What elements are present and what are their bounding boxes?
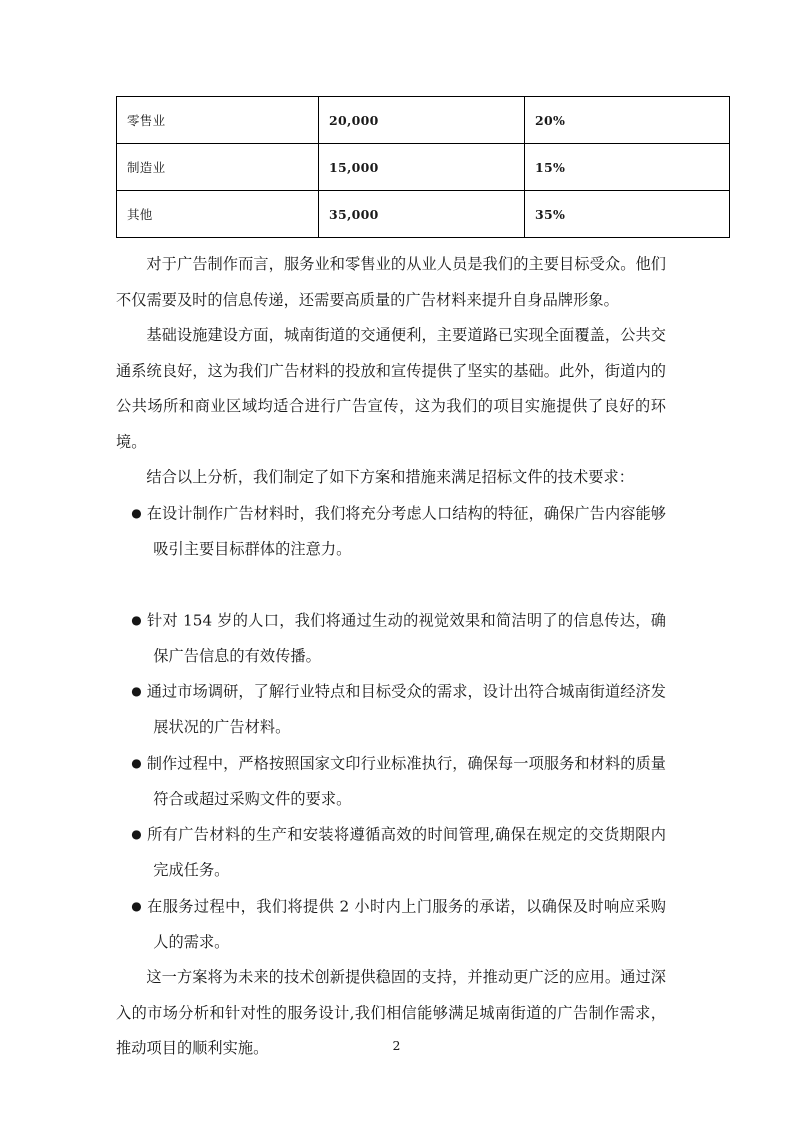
bullet-item-design xyxy=(116,496,666,568)
page-number: 2 xyxy=(392,1038,401,1053)
bullet-item-production-standards xyxy=(116,746,666,818)
table-row xyxy=(117,97,730,144)
table-cell-industry: 制造业 xyxy=(117,144,319,191)
bullet-text: 制作过程中，严格按照国家文印行业标准执行，确保每一项服务和材料的质量符合或超过采购文件的要求。 xyxy=(146,754,666,808)
bullet-item-service-response xyxy=(116,889,666,961)
page-content xyxy=(116,96,666,1067)
table-cell-industry: 其他 xyxy=(117,191,319,238)
table-cell-count: 20,000 xyxy=(319,97,525,144)
paragraph-conclusion: 这一方案将为未来的技术创新提供稳固的支持，并推动更广泛的应用。通过深入的市场分析和针对性的服务设计,我们相信能够满足城南街道的广告制作需求，推动项目的顺利实施。 xyxy=(116,968,666,1057)
paragraph-plan-intro: 结合以上分析，我们制定了如下方案和措施来满足招标文件的技术要求： xyxy=(146,468,634,486)
bullet-dot-icon: ● xyxy=(131,827,143,841)
table-cell-percent: 15% xyxy=(525,144,730,191)
bullet-dot-icon: ● xyxy=(131,898,143,913)
table-cell-percent: 35% xyxy=(525,191,730,238)
table-body xyxy=(117,97,730,238)
bullet-dot-icon: ● xyxy=(131,684,142,698)
bullet-text: 在服务过程中，我们将提供 2 小时内上门服务的承诺，以确保及时响应采购人的需求。 xyxy=(147,897,666,951)
blank-line xyxy=(116,567,666,603)
bullet-item-age-group xyxy=(116,603,666,675)
table-cell-industry: 零售业 xyxy=(117,97,319,144)
table-cell-count: 35,000 xyxy=(319,191,525,238)
paragraph-infrastructure: 基础设施建设方面，城南街道的交通便利，主要道路已实现全面覆盖，公共交通系统良好，这为我们广告材料的投放和宣传提供了坚实的基础。此外，街道内的公共场所和商业区域均适合进行广告宣传，这为我们的项目实施提供了良好的环境。 xyxy=(116,326,666,451)
table-row xyxy=(117,144,730,191)
bullet-text: 所有广告材料的生产和安装将遵循高效的时间管理,确保在规定的交货期限内完成任务。 xyxy=(147,825,667,879)
bullet-text: 通过市场调研，了解行业特点和目标受众的需求，设计出符合城南街道经济发展状况的广告材料。 xyxy=(146,682,666,736)
bullet-dot-icon: ● xyxy=(131,505,142,520)
bullet-item-market-research xyxy=(116,674,666,746)
table-cell-count: 15,000 xyxy=(319,144,525,191)
paragraph-target-audience: 对于广告制作而言，服务业和零售业的从业人员是我们的主要目标受众。他们不仅需要及时的信息传递，还需要高质量的广告材料来提升自身品牌形象。 xyxy=(116,255,666,309)
bullet-dot-icon: ● xyxy=(131,755,142,770)
bullet-item-delivery-schedule xyxy=(116,817,666,889)
table-row xyxy=(117,191,730,238)
bullet-text: 针对 154 岁的人口，我们将通过生动的视觉效果和简洁明了的信息传达，确保广告信息的有效传播。 xyxy=(146,611,666,665)
bullet-text: 在设计制作广告材料时，我们将充分考虑人口结构的特征，确保广告内容能够吸引主要目标群体的注意力。 xyxy=(146,504,666,558)
table-cell-percent: 20% xyxy=(525,97,730,144)
industry-statistics-table xyxy=(116,96,730,238)
bullet-dot-icon: ● xyxy=(131,612,142,627)
